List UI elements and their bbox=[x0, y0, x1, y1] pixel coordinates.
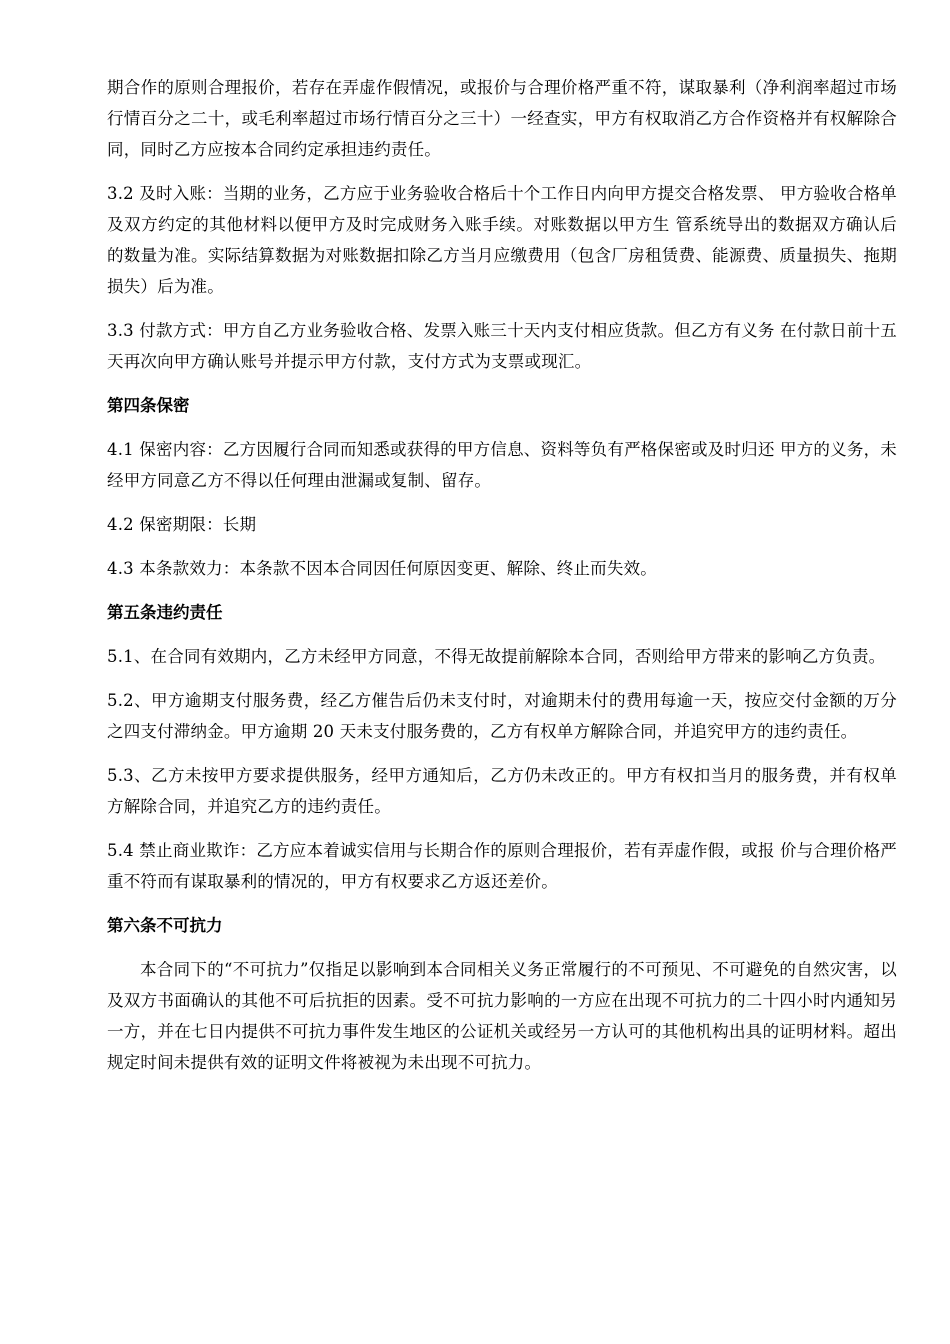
document-page bbox=[107, 72, 897, 1091]
section-heading-force-majeure: 第六条不可抗力 bbox=[107, 916, 223, 935]
paragraph-force-majeure: 本合同下的“不可抗力”仅指足以影响到本合同相关义务正常履行的不可预见、不可避免的自然灾害，以及双方书面确认的其他不可后抗拒的因素。受不可抗力影响的一方应在出现不可抗力的二十四小时内通知另一方，并在七日内提供不可抗力事件发生地区的公证机关或经另一方认可的其他机构出具的证明材料。超出规定时间未提供有效的证明文件将被视为未出现不可抗力。 bbox=[107, 960, 897, 1072]
paragraph-3-2-invoicing: 3.2 及时入账：当期的业务，乙方应于业务验收合格后十个工作日内向甲方提交合格发票、 甲方验收合格单及双方约定的其他材料以便甲方及时完成财务入账手续。对账数据以甲方生 管系统导出的数据双方确认后的数量为准。实际结算数据为对账数据扣除乙方当月应缴费用（包含厂房租赁费、能源费、质量损失、拖期损失）后为准。 bbox=[107, 184, 897, 296]
paragraph-4-2-confidential-term: 4.2 保密期限：长期 bbox=[107, 515, 257, 534]
paragraph-5-4-fraud: 5.4 禁止商业欺诈：乙方应本着诚实信用与长期合作的原则合理报价，若有弄虚作假，或报 价与合理价格严重不符而有谋取暴利的情况的，甲方有权要求乙方返还差价。 bbox=[107, 841, 897, 891]
paragraph-5-2: 5.2、甲方逾期支付服务费，经乙方催告后仍未支付时，对逾期未付的费用每逾一天，按应交付金额的万分之四支付滞纳金。甲方逾期 20 天未支付服务费的，乙方有权单方解除合同，并追究甲方的违约责任。 bbox=[107, 691, 897, 741]
paragraph-3-1-continued: 期合作的原则合理报价，若存在弄虚作假情况，或报价与合理价格严重不符，谋取暴利（净利润率超过市场行情百分之二十，或毛利率超过市场行情百分之三十）一经查实，甲方有权取消乙方合作资格并有权解除合同，同时乙方应按本合同约定承担违约责任。 bbox=[107, 78, 897, 159]
paragraph-4-3-clause-validity: 4.3 本条款效力：本条款不因本合同因任何原因变更、解除、终止而失效。 bbox=[107, 559, 657, 578]
paragraph-5-1: 5.1、在合同有效期内，乙方未经甲方同意，不得无故提前解除本合同，否则给甲方带来的影响乙方负责。 bbox=[107, 647, 886, 666]
section-heading-liability: 第五条违约责任 bbox=[107, 603, 223, 622]
paragraph-3-3-payment: 3.3 付款方式：甲方自乙方业务验收合格、发票入账三十天内支付相应货款。但乙方有义务 在付款日前十五天再次向甲方确认账号并提示甲方付款，支付方式为支票或现汇。 bbox=[107, 321, 897, 371]
paragraph-4-1-confidential-content: 4.1 保密内容：乙方因履行合同而知悉或获得的甲方信息、资料等负有严格保密或及时归还 甲方的义务，未经甲方同意乙方不得以任何理由泄漏或复制、留存。 bbox=[107, 440, 897, 490]
paragraph-5-3: 5.3、乙方未按甲方要求提供服务，经甲方通知后，乙方仍未改正的。甲方有权扣当月的服务费，并有权单方解除合同，并追究乙方的违约责任。 bbox=[107, 766, 897, 816]
section-heading-confidentiality: 第四条保密 bbox=[107, 396, 190, 415]
